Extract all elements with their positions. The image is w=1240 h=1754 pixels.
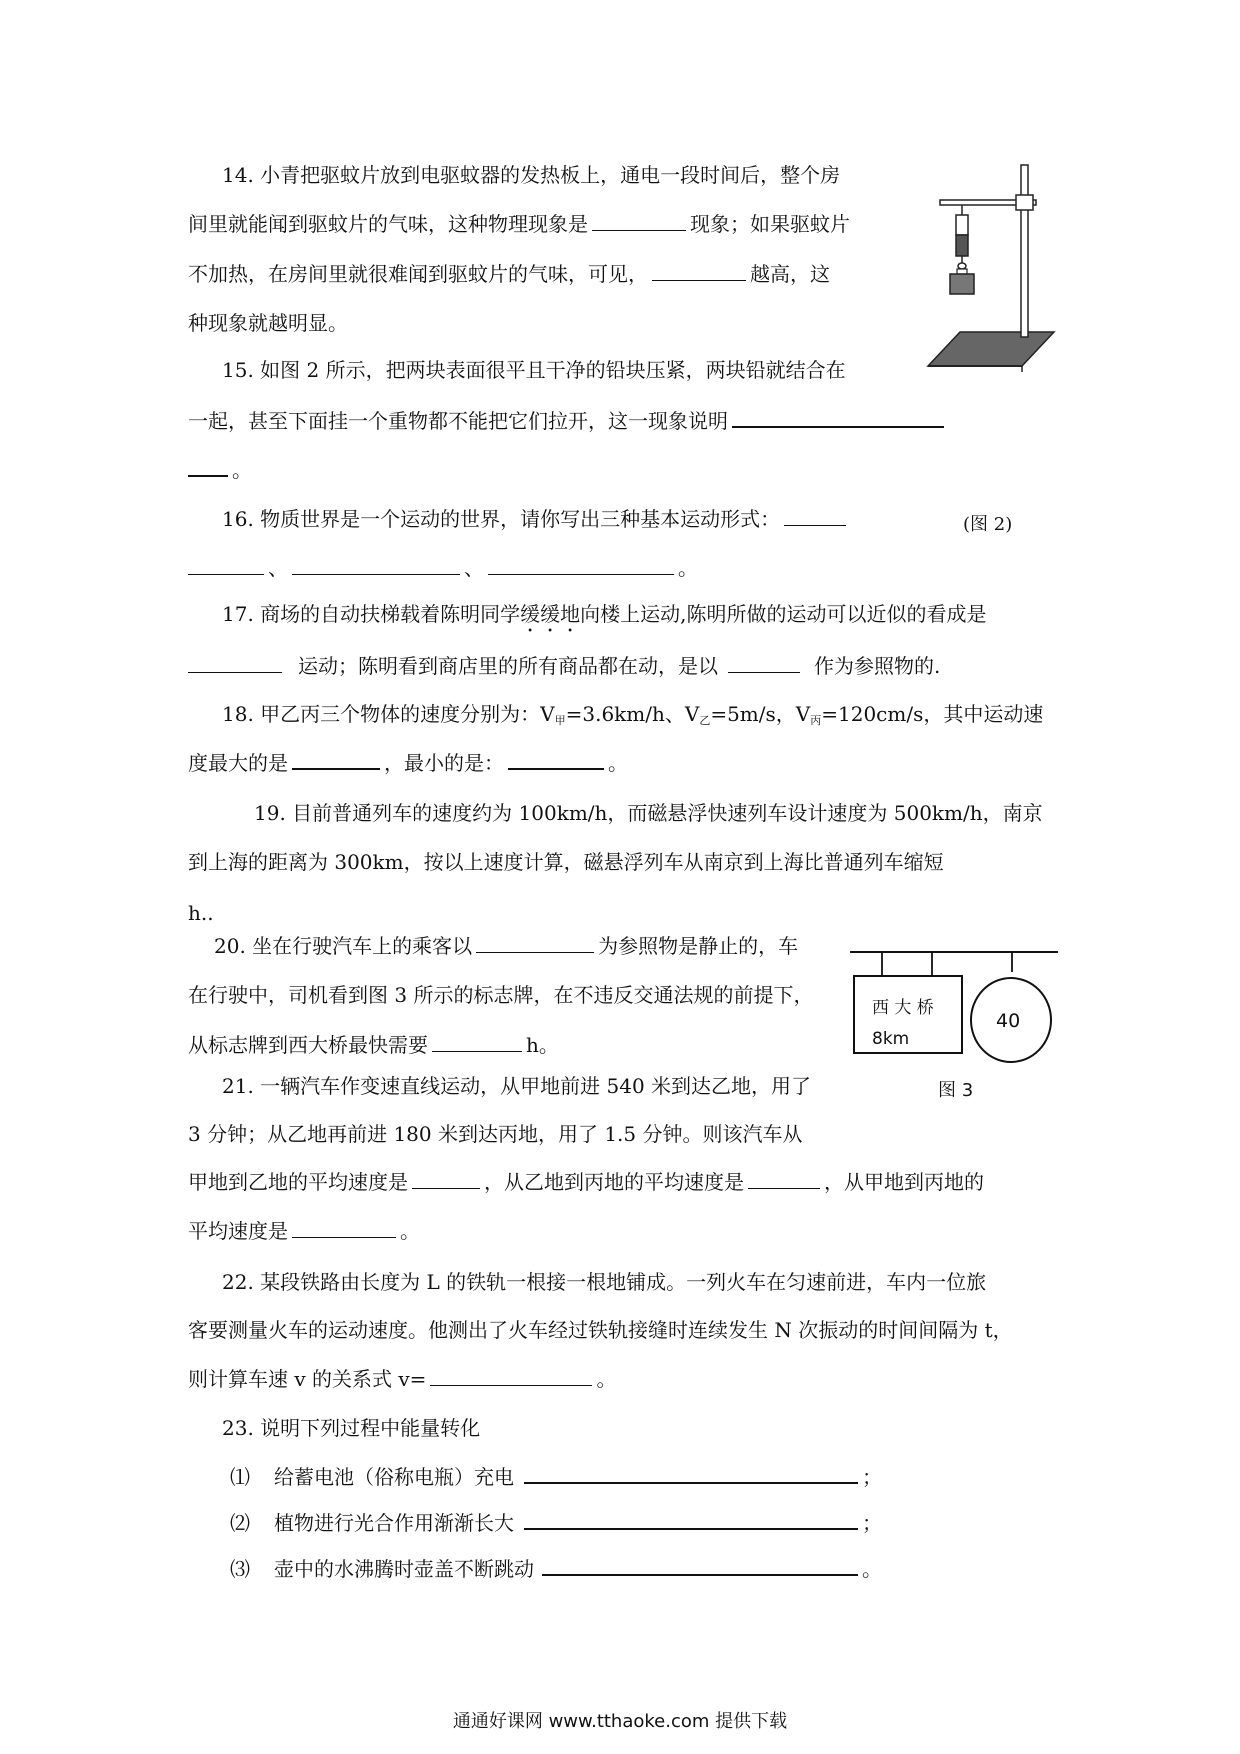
q19-line3: h..	[188, 901, 214, 925]
q23-item-2-num: ⑵	[230, 1511, 250, 1535]
q16-blank-1[interactable]	[784, 507, 846, 526]
q23-item-2-end: ；	[862, 1511, 882, 1535]
q17-line2-text-b: 作为参照物的.	[814, 654, 941, 678]
q18-line2	[188, 750, 628, 775]
q14-line3-text-a: 不加热，在房间里就很难闻到驱蚊片的气味，可见，	[188, 262, 648, 286]
q21-line3-text-b: ，从乙地到丙地的平均速度是	[484, 1170, 744, 1194]
q16-blank-2[interactable]	[292, 556, 460, 575]
q14-line4: 种现象就越明显。	[188, 311, 348, 335]
q21-line3-text-a: 甲地到乙地的平均速度是	[188, 1170, 408, 1194]
q23-item-3-end: 。	[862, 1557, 882, 1581]
q18-sub-bing: 丙	[810, 714, 822, 727]
q14-line2-text-b: 现象；如果驱蚊片	[690, 212, 850, 236]
q23-item-1-text: 给蓄电池（俗称电瓶）充电	[274, 1465, 514, 1489]
q16-blank-1b[interactable]	[188, 556, 264, 575]
q22-line3-text-b: 。	[596, 1367, 617, 1391]
q21-line2: 3 分钟；从乙地再前进 180 米到达丙地，用了 1.5 分钟。则该汽车从	[188, 1122, 803, 1146]
speed-limit-value: 40	[996, 1010, 1021, 1032]
q18-line1	[222, 702, 1043, 733]
q16-end: 。	[678, 556, 698, 580]
q23-title: 23. 说明下列过程中能量转化	[222, 1416, 481, 1440]
q15-line2	[188, 408, 948, 433]
q20-line3-text-a: 从标志牌到西大桥最快需要	[188, 1033, 428, 1057]
q17-line2	[188, 654, 940, 678]
q14-blank-2[interactable]	[652, 262, 746, 281]
q22-line3	[188, 1367, 616, 1391]
q21-line3-text-c: ，从甲地到丙地的	[824, 1170, 984, 1194]
q17-emphasis: 缓缓地	[520, 602, 581, 626]
q22-line2: 客要测量火车的运动速度。他测出了火车经过铁轨接缝时连续发生 N 次振动的时间间隔为 t，	[188, 1318, 1013, 1342]
q23-item-1	[230, 1464, 882, 1489]
q22-line1: 22. 某段铁路由长度为 L 的铁轨一根接一根地铺成。一列火车在匀速前进，车内一位旅	[222, 1270, 987, 1294]
q20-blank-1[interactable]	[476, 934, 594, 953]
q18-text-d: =120cm/s，其中运动速	[821, 702, 1044, 726]
figure-3-caption: 图 3	[938, 1080, 974, 1101]
figure-2-caption: (图 2)	[963, 514, 1013, 535]
q19-line2: 到上海的距离为 300km，按以上速度计算，磁悬浮列车从南京到上海比普通列车缩短	[188, 850, 944, 874]
figure-2-lead-blocks	[918, 160, 1058, 376]
q21-line3	[188, 1170, 984, 1194]
q18-sub-yi: 乙	[699, 714, 711, 727]
q23-blank-3[interactable]	[542, 1556, 858, 1576]
q23-blank-2[interactable]	[524, 1510, 858, 1530]
q18-blank-2[interactable]	[508, 750, 604, 770]
q14-blank-1[interactable]	[592, 212, 686, 231]
q15-line2-text: 一起，甚至下面挂一个重物都不能把它们拉开，这一现象说明	[188, 409, 728, 433]
q15-line3	[188, 457, 252, 482]
q20-line1-text-b: 为参照物是静止的，车	[598, 934, 799, 958]
q17-line1	[222, 602, 987, 637]
q21-line1: 21. 一辆汽车作变速直线运动，从甲地前进 540 米到达乙地，用了	[222, 1074, 812, 1098]
q16-sep-2: 、	[464, 556, 484, 580]
q15-blank-1[interactable]	[732, 408, 944, 428]
q19-line1: 19. 目前普通列车的速度约为 100km/h，而磁悬浮快速列车设计速度为 500km/h，南京	[254, 801, 1043, 825]
q18-line2-text-c: 。	[608, 751, 628, 775]
q15-line1: 15. 如图 2 所示，把两块表面很平且干净的铅块压紧，两块铅就结合在	[222, 358, 846, 382]
q18-sub-jia: 甲	[554, 714, 566, 727]
q23-item-3-text: 壶中的水沸腾时壶盖不断跳动	[274, 1557, 534, 1581]
q15-line3-text: 。	[232, 458, 252, 482]
q18-line2-text-b: ，最小的是：	[384, 751, 504, 775]
q23-item-3-num: ⑶	[230, 1557, 250, 1581]
q23-blank-1[interactable]	[524, 1464, 858, 1484]
sign-destination: 西 大 桥	[872, 998, 934, 1018]
q14-line2	[188, 212, 850, 236]
q23-item-1-end: ；	[862, 1465, 882, 1489]
q21-line4	[188, 1219, 420, 1243]
q18-blank-1[interactable]	[292, 750, 380, 770]
q21-blank-3[interactable]	[292, 1219, 396, 1238]
q17-blank-2[interactable]	[728, 654, 800, 673]
q18-text-b: =3.6km/h、V	[565, 702, 700, 726]
q18-line2-text-a: 度最大的是	[188, 751, 288, 775]
q16-line1-text: 16. 物质世界是一个运动的世界，请你写出三种基本运动形式：	[222, 507, 781, 531]
q17-line1-text-a: 17. 商场的自动扶梯载着陈明同学	[222, 602, 521, 626]
q18-text-c: =5m/s，V	[710, 702, 811, 726]
q20-line3	[188, 1033, 559, 1057]
q17-line1-text-b: 向楼上运动,陈明所做的运动可以近似的看成是	[580, 602, 987, 626]
q16-blank-3[interactable]	[488, 556, 674, 575]
q23-item-2-text: 植物进行光合作用渐渐长大	[274, 1511, 514, 1535]
q14-line1: 14. 小青把驱蚊片放到电驱蚊器的发热板上，通电一段时间后，整个房	[222, 163, 841, 187]
q17-line2-text-a: 运动；陈明看到商店里的所有商品都在动，是以	[298, 654, 718, 678]
q21-line4-text-b: 。	[400, 1219, 420, 1243]
q16-sep-1: 、	[268, 556, 288, 580]
q21-blank-2[interactable]	[748, 1170, 820, 1189]
q23-item-2	[230, 1510, 882, 1535]
q20-blank-2[interactable]	[432, 1033, 522, 1052]
q20-line1	[214, 934, 798, 958]
q14-line3	[188, 262, 830, 286]
q16-line1	[222, 507, 850, 531]
q14-line3-text-b: 越高，这	[750, 262, 830, 286]
q15-blank-2[interactable]	[188, 457, 228, 477]
q21-line4-text-a: 平均速度是	[188, 1219, 288, 1243]
q22-blank-1[interactable]	[430, 1367, 592, 1386]
q21-blank-1[interactable]	[412, 1170, 480, 1189]
q23-item-3	[230, 1556, 882, 1581]
q20-line1-text-a: 20. 坐在行驶汽车上的乘客以	[214, 934, 473, 958]
q23-item-1-num: ⑴	[230, 1465, 250, 1489]
q20-line2: 在行驶中，司机看到图 3 所示的标志牌，在不违反交通法规的前提下，	[188, 983, 814, 1007]
q17-blank-1[interactable]	[188, 654, 282, 673]
q20-line3-text-b: h。	[526, 1033, 559, 1057]
q22-line3-text-a: 则计算车速 v 的关系式 v=	[188, 1367, 427, 1391]
q16-line2	[188, 556, 698, 580]
q18-text-a: 18. 甲乙丙三个物体的速度分别为：V	[222, 702, 555, 726]
q14-line2-text-a: 间里就能闻到驱蚊片的气味，这种物理现象是	[188, 212, 588, 236]
page-footer: 通通好课网 www.tthaoke.com 提供下载	[452, 1711, 788, 1732]
sign-distance: 8km	[872, 1029, 910, 1049]
